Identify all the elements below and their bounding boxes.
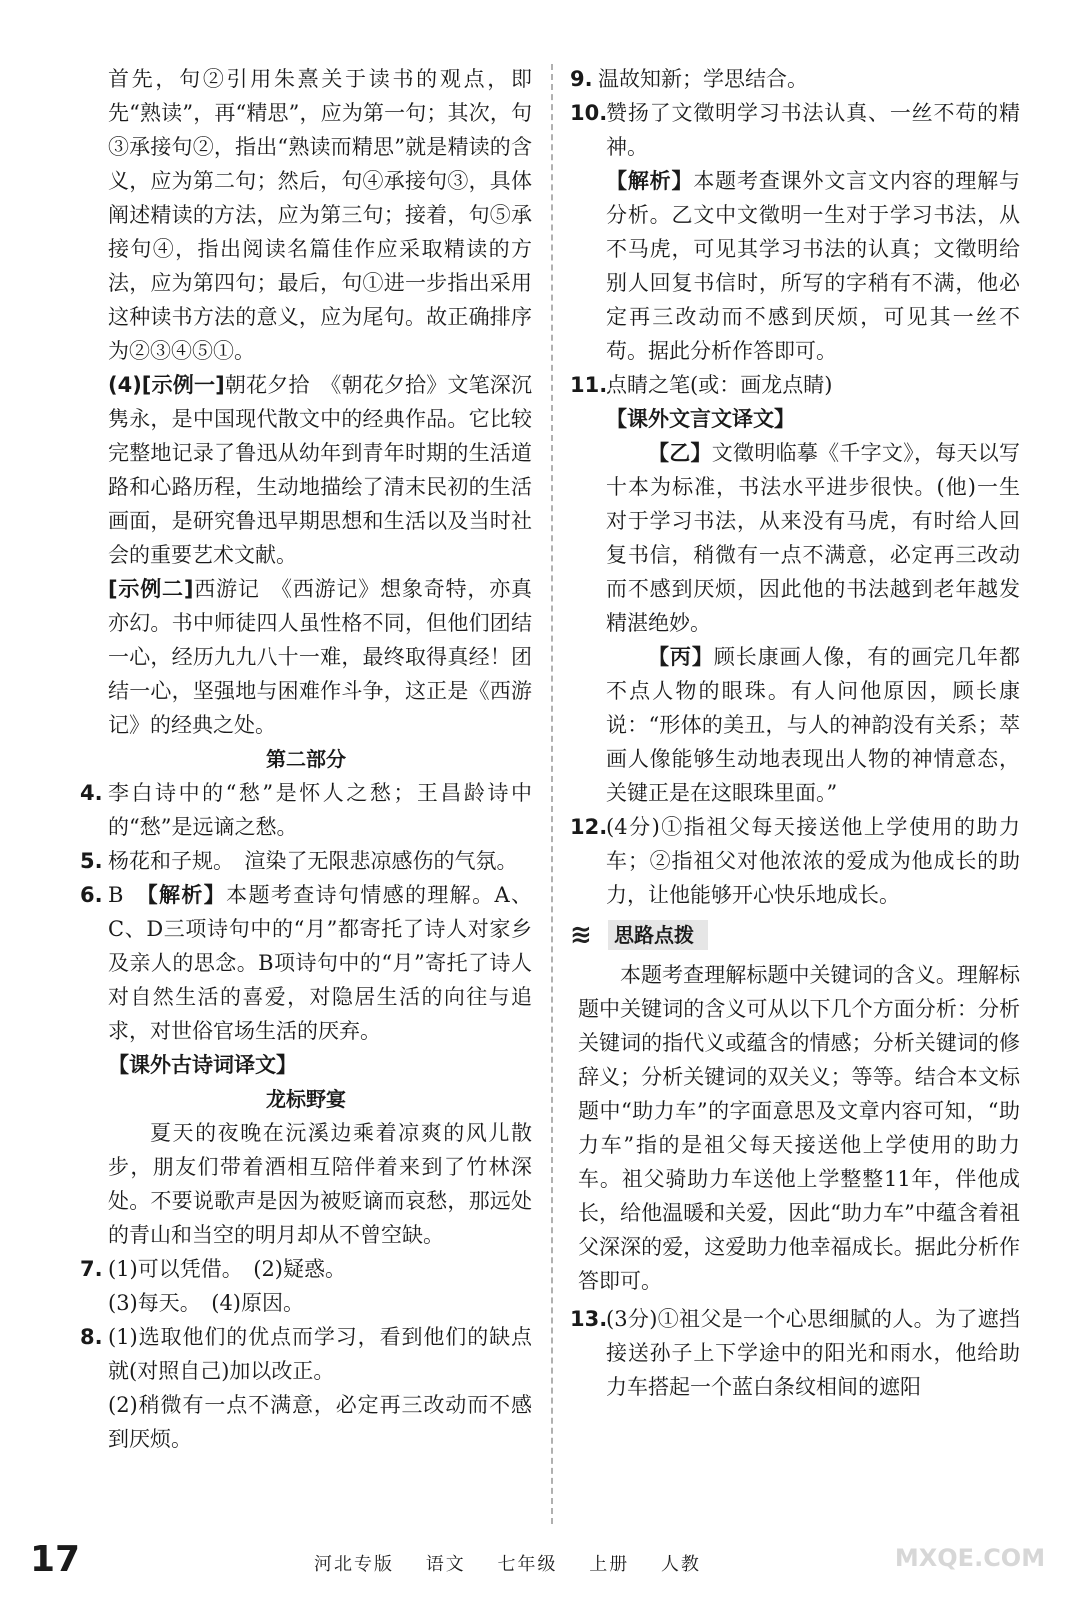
part-two-title: 第二部分 bbox=[266, 747, 346, 771]
question-answer: 李白诗中的“愁”是怀人之愁；王昌龄诗中的“愁”是远谪之愁。 bbox=[108, 781, 532, 839]
question-5 bbox=[80, 844, 532, 878]
translation-yi bbox=[606, 436, 1020, 640]
question-7 bbox=[80, 1252, 532, 1320]
watermark-text: MXQE.COM bbox=[894, 1544, 1046, 1572]
question-answer: 温故知新；学思结合。 bbox=[598, 67, 808, 91]
question-10 bbox=[570, 96, 1020, 368]
question-4 bbox=[80, 776, 532, 844]
answer-line: (2)稍微有一点不满意，必定再三改动而不感到厌烦。 bbox=[108, 1393, 532, 1451]
answer-line: (1)选取他们的优点而学习，看到他们的缺点就(对照自己)加以改正。 bbox=[108, 1325, 532, 1383]
question-number: 13. bbox=[570, 1307, 608, 1331]
tips-header bbox=[570, 918, 1020, 954]
question-answer: (3分)①祖父是一个心思细腻的人。为了遮挡接送孙子上下学途中的阳光和雨水，他给助力车搭起一个蓝白条纹相间的遮阳 bbox=[606, 1307, 1020, 1399]
poem-translation-heading: 【课外古诗词译文】 bbox=[108, 1053, 297, 1077]
question-number: 8. bbox=[80, 1325, 103, 1349]
publisher-label: 人教 bbox=[660, 1554, 701, 1575]
subject-label: 语文 bbox=[425, 1554, 466, 1575]
edition-label: 河北专版 bbox=[314, 1554, 394, 1575]
question-answer: 点睛之笔(或：画龙点睛) bbox=[606, 373, 833, 397]
question-12 bbox=[570, 810, 1020, 912]
question-number: 10. bbox=[570, 101, 608, 125]
question-9 bbox=[570, 62, 1020, 96]
example-two-label: [示例二] bbox=[108, 577, 194, 601]
answer-letter: B bbox=[108, 883, 124, 907]
bing-tag: 【丙】 bbox=[648, 645, 714, 669]
question-number: 11. bbox=[570, 373, 608, 397]
column-divider bbox=[551, 64, 553, 1524]
page-number: 17 bbox=[30, 1539, 81, 1580]
page-footer bbox=[30, 1538, 1050, 1582]
question-number: 12. bbox=[570, 815, 608, 839]
question-number: 7. bbox=[80, 1257, 103, 1281]
poem-title: 龙标野宴 bbox=[266, 1087, 346, 1111]
wave-icon: ≋ bbox=[570, 920, 592, 950]
item3-example-two bbox=[80, 572, 532, 742]
question-number: 5. bbox=[80, 849, 103, 873]
grade-label: 七年级 bbox=[497, 1554, 558, 1575]
analysis bbox=[606, 164, 1020, 368]
example-two-text: 西游记 《西游记》想象奇特，亦真亦幻。书中师徒四人虽性格不同，但他们团结一心，经历九九八十一难，最终取得真经！团结一心，坚强地与困难作斗争，这正是《西游记》的经典之处。 bbox=[108, 577, 533, 737]
question-6 bbox=[80, 878, 532, 1048]
tips-title: 思路点拨 bbox=[608, 920, 708, 950]
tips-text: 本题考查理解标题中关键词的含义。理解标题中关键词的含义可从以下几个方面分析：分析关键词的指代义或蕴含的情感；分析关键词的修辞义；分析关键词的双关义；等等。结合本文标题中“助力车”的字面意思及文章内容可知，“助力车”指的是祖父每天接送他上学使用的助力车。祖父骑助力车送他上学整整11年，伴他成长，给他温暖和关爱，因此“助力车”中蕴含着祖父深深的爱，这爱助力他幸福成长。据此分析作答即可。 bbox=[578, 963, 1020, 1293]
right-column bbox=[570, 62, 1020, 1540]
question-13 bbox=[570, 1302, 1020, 1404]
answer-line: (3)每天。 (4)原因。 bbox=[108, 1291, 304, 1315]
watermark-logo bbox=[890, 1522, 1050, 1582]
yi-tag: 【乙】 bbox=[648, 441, 712, 465]
analysis-text: 本题考查课外文言文内容的理解与分析。乙文中文徵明一生对于学习书法，从不马虎，可见其学习书法的认真；文徵明给别人回复书信时，所写的字稍有不满，他必定再三改动而不感到厌烦，可见其一丝不苟。据此分析作答即可。 bbox=[606, 169, 1021, 363]
item3-example-one bbox=[80, 368, 532, 572]
analysis-text: 本题考查诗句情感的理解。A、C、D三项诗句中的“月”都寄托了诗人对家乡及亲人的思念。B项诗句中的“月”寄托了诗人对自然生活的喜爱，对隐居生活的向往与追求，对世俗官场生活的厌弃。 bbox=[108, 883, 533, 1043]
left-column bbox=[80, 62, 532, 1540]
question-answer: 赞扬了文徵明学习书法认真、一丝不苟的精神。 bbox=[606, 101, 1020, 159]
question-11 bbox=[570, 368, 1020, 810]
translation-bing bbox=[606, 640, 1020, 810]
question-8 bbox=[80, 1320, 532, 1456]
answer-line: (1)可以凭借。 (2)疑惑。 bbox=[108, 1257, 346, 1281]
question-number: 4. bbox=[80, 781, 103, 805]
example-one-text: 朝花夕拾 《朝花夕拾》文笔深沉隽永，是中国现代散文中的经典作品。它比较完整地记录了鲁迅从幼年到青年时期的生活道路和心路历程，生动地描绘了清末民初的生活画面，是研究鲁迅早期思想和生活以及当时社会的重要艺术文献。 bbox=[108, 373, 532, 567]
book-meta bbox=[314, 1550, 725, 1576]
question-number: 9. bbox=[570, 67, 593, 91]
analysis-tag: 【解析】 bbox=[147, 883, 227, 907]
question-answer: (4分)①指祖父每天接送他上学使用的助力车；②指祖父对他浓浓的爱成为他成长的助力，让他能够开心快乐地成长。 bbox=[606, 815, 1020, 907]
question-answer: 杨花和子规。 渲染了无限悲凉感伤的气氛。 bbox=[108, 849, 518, 873]
bing-text: 顾长康画人像，有的画完几年都不点人物的眼珠。有人问他原因，顾长康说：“形体的美丑，与人的神韵没有关系；萃画人像能够生动地表现出人物的神情意态，关键正是在这眼珠里面。” bbox=[606, 645, 1020, 805]
poem-translation-text: 夏天的夜晚在沅溪边乘着凉爽的风儿散步，朋友们带着酒相互陪伴着来到了竹林深处。不要说歌声是因为被贬谪而哀愁，那远处的青山和当空的明月却从不曾空缺。 bbox=[108, 1121, 532, 1247]
yi-text: 文徵明临摹《千字文》，每天以写十本为标准，书法水平进步很快。(他)一生对于学习书法，从来没有马虎，有时给人回复书信，稍微有一点不满意，必定再三改动而不感到厌烦，因此他的书法越到老年越发精湛绝妙。 bbox=[606, 441, 1021, 635]
item3-continuation: 首先，句②引用朱熹关于读书的观点，即先“熟读”，再“精思”，应为第一句；其次，句③承接句②，指出“熟读而精思”就是精读的含义，应为第二句；然后，句④承接句③，具体阐述精读的方法，应为第三句；接着，句⑤承接句④，指出阅读名篇佳作应采取精读的方法，应为第四句；最后，句①进一步指出采用这种读书方法的意义，应为尾句。故正确排序为②③④⑤①。 bbox=[108, 67, 532, 363]
example-one-label: (4)[示例一] bbox=[108, 373, 225, 397]
analysis-tag: 【解析】 bbox=[606, 169, 694, 193]
volume-label: 上册 bbox=[589, 1554, 630, 1575]
question-number: 6. bbox=[80, 883, 103, 907]
wenyan-translation-heading: 【课外文言文译文】 bbox=[606, 407, 795, 431]
question-answer bbox=[108, 878, 532, 1048]
